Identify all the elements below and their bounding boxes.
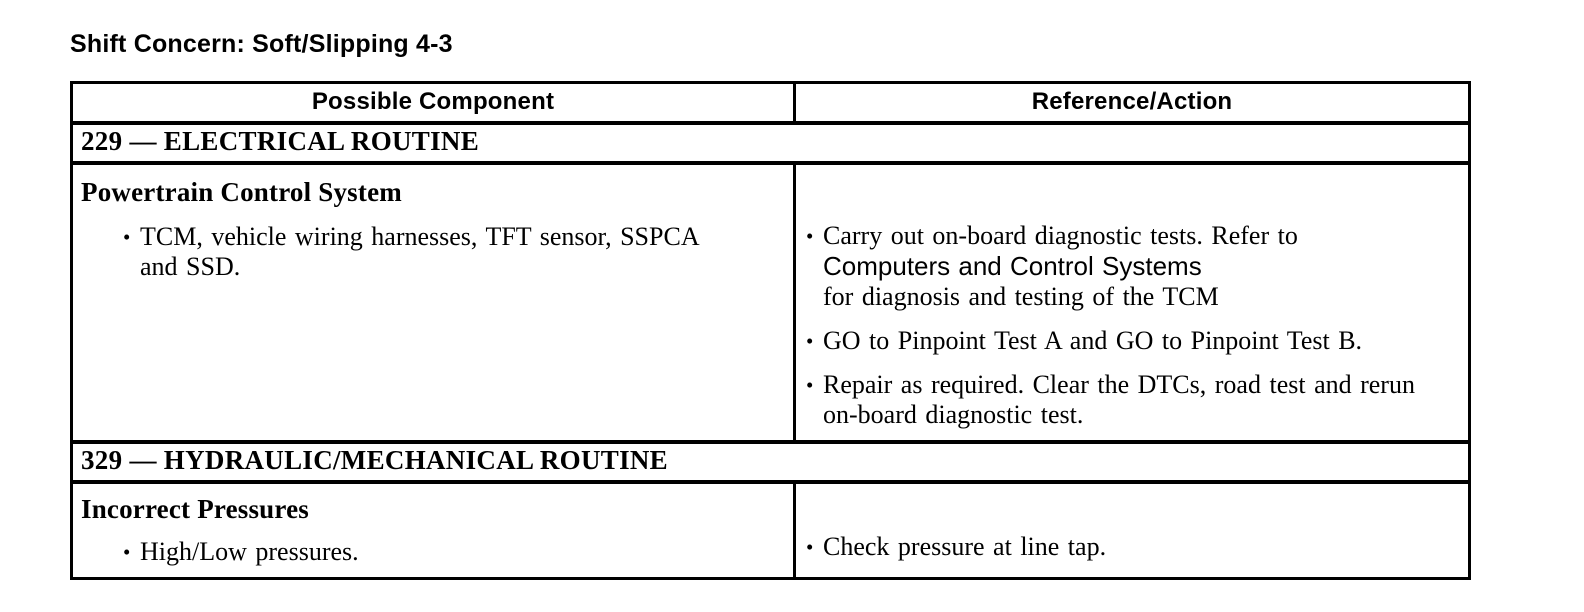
component-bullet-item	[81, 537, 783, 567]
action-line: Carry out on-board diagnostic tests. Refer to	[823, 220, 1298, 250]
action-bullet-text: Check pressure at line tap.	[823, 531, 1107, 561]
component-bullet-text: High/Low pressures.	[140, 536, 359, 566]
action-cell-powertrain	[795, 163, 1470, 442]
diagnostic-table	[70, 81, 1471, 580]
component-bullet-item	[81, 222, 783, 282]
action-line: for diagnosis and testing of the TCM	[823, 281, 1219, 311]
section-banner-row-electrical	[72, 123, 1470, 163]
table-header-row	[72, 83, 1470, 123]
action-bullet-text: GO to Pinpoint Test A and GO to Pinpoint Test B.	[823, 325, 1363, 355]
table-row-pressures	[72, 482, 1470, 579]
action-line-reference-title: Computers and Control Systems	[823, 250, 1202, 281]
component-cell-powertrain	[72, 163, 795, 442]
action-bullet-text	[823, 221, 1298, 312]
action-bullet-item	[806, 326, 1458, 356]
action-bullet-item	[806, 370, 1458, 430]
column-header-possible-component: Possible Component	[72, 83, 795, 123]
bullet-icon: •	[806, 534, 814, 559]
component-heading: Incorrect Pressures	[81, 493, 309, 524]
section-banner-hydraulic-mechanical-routine: 329 — HYDRAULIC/MECHANICAL ROUTINE	[72, 442, 1470, 482]
action-bullet-item	[806, 221, 1458, 312]
page-title: Shift Concern: Soft/Slipping 4-3	[70, 30, 453, 58]
action-cell-pressures	[795, 482, 1470, 579]
component-heading: Powertrain Control System	[81, 176, 402, 207]
bullet-icon: •	[806, 328, 814, 353]
bullet-icon: •	[123, 224, 131, 249]
column-header-reference-action: Reference/Action	[795, 83, 1470, 123]
table-row-powertrain	[72, 163, 1470, 442]
bullet-icon: •	[806, 223, 814, 248]
bullet-icon: •	[806, 372, 814, 397]
section-banner-electrical-routine: 229 — ELECTRICAL ROUTINE	[72, 123, 1470, 163]
action-bullet-text: Repair as required. Clear the DTCs, road test and rerun on-board diagnostic test.	[823, 369, 1415, 429]
bullet-icon: •	[123, 539, 131, 564]
action-bullet-item	[806, 532, 1458, 562]
section-banner-row-hydraulic	[72, 442, 1470, 482]
component-cell-pressures	[72, 482, 795, 579]
component-bullet-text: TCM, vehicle wiring harnesses, TFT sensor, SSPCA and SSD.	[140, 221, 699, 281]
